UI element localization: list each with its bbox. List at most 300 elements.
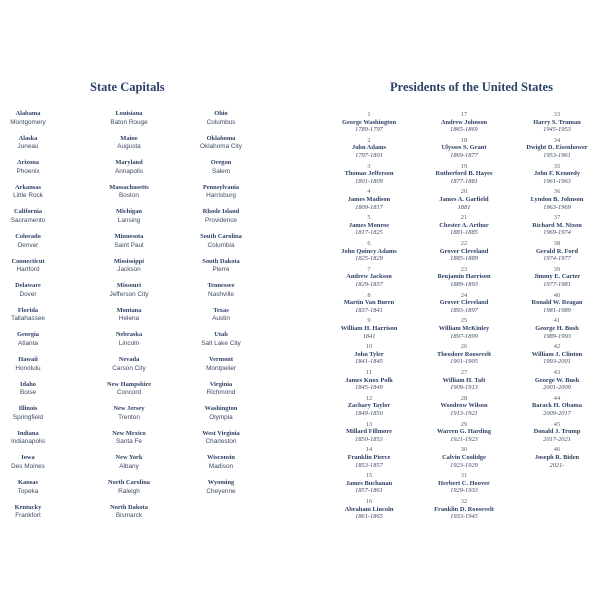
president-term-years: 1981-1989 bbox=[543, 306, 571, 314]
president-number: 22 bbox=[460, 240, 468, 247]
capital-name: Dover bbox=[19, 290, 37, 298]
capital-name: Springfield bbox=[12, 413, 44, 421]
state-name: Pennsylvania bbox=[202, 183, 240, 191]
president-term-years: 1797-1801 bbox=[355, 151, 383, 159]
president-entry bbox=[507, 214, 600, 237]
state-name: Louisiana bbox=[115, 110, 143, 117]
president-number: 23 bbox=[460, 265, 468, 273]
capital-name: Concord bbox=[116, 389, 142, 397]
capital-name: Juneau bbox=[17, 143, 39, 151]
state-capital-entry bbox=[178, 307, 264, 324]
state-capital-entry bbox=[0, 356, 71, 373]
president-term-years: 1857-1861 bbox=[355, 487, 383, 495]
president-name: Ronald W. Reagan bbox=[531, 299, 583, 307]
president-term-years: 1974-1977 bbox=[543, 255, 571, 263]
president-term-years: 1881 bbox=[457, 203, 471, 211]
president-number: 30 bbox=[460, 446, 468, 454]
president-term-years: 1889-1893 bbox=[450, 280, 478, 288]
president-term-years: 2017-2021 bbox=[543, 435, 571, 443]
state-capital-entry bbox=[86, 208, 172, 225]
president-number: 24 bbox=[460, 291, 468, 299]
state-name: Texas bbox=[213, 306, 229, 314]
president-term-years: 1849-1850 bbox=[355, 409, 383, 417]
president-number: 41 bbox=[553, 317, 561, 325]
president-number: 21 bbox=[460, 214, 468, 222]
president-entry bbox=[319, 421, 419, 444]
president-number: 7 bbox=[367, 265, 371, 273]
state-name: Alabama bbox=[15, 110, 41, 117]
state-capital-entry bbox=[0, 258, 71, 275]
president-name: Dwight D. Eisenhower bbox=[526, 144, 588, 152]
state-name: Wyoming bbox=[207, 479, 235, 486]
president-term-years: 1841-1845 bbox=[355, 358, 383, 366]
capital-name: Sacramento bbox=[10, 216, 46, 224]
state-capital-entry bbox=[0, 208, 71, 225]
capital-name: Denver bbox=[17, 241, 39, 249]
state-capital-entry bbox=[178, 208, 264, 225]
state-capital-entry bbox=[86, 135, 172, 152]
president-name: Calvin Coolidge bbox=[442, 453, 486, 461]
president-number: 36 bbox=[553, 188, 561, 196]
president-entry bbox=[507, 163, 600, 186]
president-term-years: 1809-1817 bbox=[355, 203, 383, 211]
capital-name: Topeka bbox=[17, 487, 39, 495]
president-entry bbox=[319, 188, 419, 211]
president-name: William McKinley bbox=[438, 324, 490, 332]
president-number: 2 bbox=[367, 136, 371, 144]
president-name: Martin Van Buren bbox=[343, 299, 395, 307]
state-capital-entry bbox=[86, 479, 172, 496]
president-entry bbox=[414, 240, 514, 263]
state-capital-entry bbox=[86, 282, 172, 299]
capital-name: Cheyenne bbox=[206, 487, 236, 495]
state-name: New Jersey bbox=[113, 405, 145, 413]
capital-name: Honolulu bbox=[15, 364, 41, 372]
president-number: 13 bbox=[365, 420, 373, 428]
president-entry bbox=[507, 111, 600, 134]
president-number: 14 bbox=[365, 446, 373, 454]
state-capital-entry bbox=[0, 233, 71, 250]
president-term-years: 1861-1865 bbox=[355, 513, 383, 521]
state-name: California bbox=[13, 208, 43, 216]
capital-name: Olympia bbox=[209, 413, 233, 421]
president-number: 44 bbox=[553, 394, 561, 402]
president-term-years: 1837-1841 bbox=[355, 306, 383, 314]
capital-name: Phoenix bbox=[16, 167, 40, 175]
president-entry bbox=[414, 111, 514, 134]
president-entry bbox=[319, 472, 419, 495]
state-name: Alaska bbox=[18, 134, 38, 142]
president-number: 26 bbox=[460, 343, 468, 351]
president-entry bbox=[507, 395, 600, 418]
president-term-years: 1817-1825 bbox=[355, 229, 383, 237]
state-name: Massachusetts bbox=[109, 183, 149, 191]
president-entry bbox=[319, 317, 419, 340]
president-entry bbox=[319, 369, 419, 392]
capital-name: Austin bbox=[212, 315, 230, 323]
president-entry bbox=[414, 266, 514, 289]
state-name: Iowa bbox=[21, 454, 35, 462]
state-capital-entry bbox=[178, 258, 264, 275]
state-capital-entry bbox=[86, 258, 172, 275]
capital-name: Santa Fe bbox=[116, 438, 142, 446]
state-name: Georgia bbox=[16, 331, 39, 339]
president-number: 34 bbox=[553, 136, 561, 144]
president-number: 33 bbox=[553, 111, 561, 118]
president-number: 28 bbox=[460, 394, 468, 402]
capital-name: Lincoln bbox=[118, 339, 140, 347]
president-term-years: 1909-1913 bbox=[450, 384, 478, 392]
state-name: Delaware bbox=[15, 282, 41, 290]
capital-name: Annapolis bbox=[114, 167, 144, 175]
capital-name: Boise bbox=[20, 389, 36, 397]
capital-name: Pierre bbox=[212, 266, 230, 274]
state-capital-entry bbox=[178, 405, 264, 422]
president-name: Grover Cleveland bbox=[439, 247, 489, 255]
president-number: 16 bbox=[365, 498, 373, 505]
president-term-years: 1853-1857 bbox=[355, 461, 383, 469]
president-name: Thomas Jefferson bbox=[344, 170, 394, 178]
president-term-years: 1969-1974 bbox=[543, 229, 571, 237]
capital-name: Des Moines bbox=[11, 462, 45, 470]
president-term-years: 2009-2017 bbox=[543, 409, 571, 417]
state-name: Florida bbox=[17, 306, 39, 314]
state-name: West Virginia bbox=[202, 429, 240, 437]
state-capital-entry bbox=[86, 381, 172, 398]
state-name: Utah bbox=[214, 331, 228, 339]
president-name: Barack H. Obama bbox=[532, 402, 582, 410]
president-term-years: 1913-1921 bbox=[450, 409, 478, 417]
president-term-years: 2001-2009 bbox=[543, 384, 571, 392]
president-entry bbox=[319, 163, 419, 186]
president-name: Woodrow Wilson bbox=[440, 402, 488, 410]
state-name: Idaho bbox=[20, 380, 36, 388]
state-name: Maryland bbox=[115, 159, 143, 167]
state-capital-entry bbox=[0, 135, 71, 152]
president-term-years: 1850-1853 bbox=[355, 435, 383, 443]
president-name: William H. Harrison bbox=[340, 324, 398, 332]
state-name: Washington bbox=[204, 405, 238, 413]
state-name: Oklahoma bbox=[206, 134, 236, 142]
president-term-years: 1923-1929 bbox=[450, 461, 478, 469]
state-name: Ohio bbox=[214, 110, 228, 117]
capital-name: Augusta bbox=[117, 143, 141, 151]
president-entry bbox=[319, 137, 419, 160]
president-name: Andrew Johnson bbox=[440, 118, 488, 126]
state-capital-entry bbox=[178, 233, 264, 250]
president-entry bbox=[319, 214, 419, 237]
state-capital-entry bbox=[0, 184, 71, 201]
state-name: Illinois bbox=[18, 405, 38, 413]
president-entry bbox=[319, 266, 419, 289]
president-name: William J. Clinton bbox=[531, 350, 583, 358]
capital-name: Harrisburg bbox=[206, 192, 236, 200]
president-entry bbox=[414, 214, 514, 237]
capital-name: Indianapolis bbox=[10, 438, 46, 446]
state-name: New York bbox=[115, 454, 143, 462]
president-entry bbox=[414, 395, 514, 418]
capital-name: Frankfort bbox=[15, 512, 41, 520]
president-term-years: 1963-1969 bbox=[543, 203, 571, 211]
president-entry bbox=[507, 343, 600, 366]
state-name: Mississippi bbox=[113, 257, 145, 265]
president-term-years: 1881-1885 bbox=[450, 229, 478, 237]
president-name: Theodore Roosevelt bbox=[436, 350, 492, 358]
president-number: 38 bbox=[553, 240, 561, 247]
president-term-years: 1841 bbox=[362, 332, 376, 340]
president-name: Rutherford B. Hayes bbox=[435, 170, 493, 178]
state-capital-entry bbox=[86, 233, 172, 250]
president-name: George H. Bush bbox=[535, 324, 579, 332]
state-name: Virginia bbox=[209, 380, 233, 388]
state-name: Nebraska bbox=[115, 331, 143, 339]
president-name: James Monroe bbox=[348, 221, 390, 229]
president-name: Benjamin Harrison bbox=[437, 273, 491, 281]
president-entry bbox=[507, 421, 600, 444]
president-number: 39 bbox=[553, 265, 561, 273]
state-name: Nevada bbox=[118, 356, 140, 363]
president-name: James A. Garfield bbox=[439, 195, 489, 203]
president-entry bbox=[414, 446, 514, 469]
president-name: William H. Taft bbox=[442, 376, 486, 384]
state-capital-entry bbox=[86, 159, 172, 176]
president-number: 31 bbox=[460, 472, 468, 480]
state-name: Montana bbox=[116, 306, 142, 314]
president-term-years: 1929-1933 bbox=[450, 487, 478, 495]
president-name: Millard Fillmore bbox=[346, 428, 392, 436]
capital-name: Hartford bbox=[16, 266, 40, 274]
state-capital-entry bbox=[0, 282, 71, 299]
president-name: Franklin Pierce bbox=[347, 453, 391, 461]
state-capital-entry bbox=[178, 479, 264, 496]
president-entry bbox=[319, 292, 419, 315]
president-name: Ulysses S. Grant bbox=[441, 144, 487, 152]
president-entry bbox=[319, 395, 419, 418]
president-number: 29 bbox=[460, 420, 468, 428]
president-name: George Washington bbox=[341, 118, 397, 126]
capital-name: Oklahoma City bbox=[200, 143, 242, 151]
president-number: 40 bbox=[553, 291, 561, 299]
capital-name: Lansing bbox=[117, 216, 141, 224]
president-entry bbox=[414, 163, 514, 186]
capital-name: Raleigh bbox=[118, 487, 140, 495]
capital-name: Providence bbox=[205, 216, 237, 224]
capital-name: Trenton bbox=[118, 413, 140, 421]
president-term-years: 1897-1899 bbox=[450, 332, 478, 340]
state-capital-entry bbox=[178, 331, 264, 348]
state-capital-entry bbox=[0, 381, 71, 398]
president-entry bbox=[319, 446, 419, 469]
president-name: Warren G. Harding bbox=[436, 428, 492, 436]
state-capital-entry bbox=[86, 356, 172, 373]
president-name: George W. Bush bbox=[534, 376, 580, 384]
state-capital-entry bbox=[86, 331, 172, 348]
state-name: North Carolina bbox=[108, 479, 150, 486]
president-number: 8 bbox=[367, 291, 371, 299]
state-name: South Carolina bbox=[200, 233, 242, 240]
state-name: Colorado bbox=[15, 233, 41, 240]
president-number: 10 bbox=[365, 343, 373, 351]
capital-name: Richmond bbox=[206, 389, 236, 397]
president-name: Lyndon B. Johnson bbox=[530, 195, 584, 203]
capital-name: Jackson bbox=[117, 266, 141, 274]
capital-name: Atlanta bbox=[18, 339, 38, 347]
president-term-years: 1885-1889 bbox=[450, 255, 478, 263]
president-number: 1 bbox=[367, 111, 371, 118]
capital-name: Baton Rouge bbox=[110, 118, 148, 126]
presidents-title: Presidents of the United States bbox=[390, 80, 553, 94]
president-entry bbox=[507, 292, 600, 315]
state-capital-entry bbox=[86, 110, 172, 127]
president-name: Jimmy E. Carter bbox=[533, 273, 581, 281]
capital-name: Salt Lake City bbox=[201, 339, 241, 347]
president-name: Andrew Jackson bbox=[346, 273, 392, 281]
state-capital-entry bbox=[86, 504, 172, 521]
president-entry bbox=[319, 111, 419, 134]
state-capital-entry bbox=[0, 479, 71, 496]
president-term-years: 1961-1963 bbox=[543, 177, 571, 185]
president-entry bbox=[507, 317, 600, 340]
president-entry bbox=[507, 137, 600, 160]
president-entry bbox=[319, 498, 419, 521]
capital-name: Columbus bbox=[206, 118, 236, 126]
president-term-years: 1893-1897 bbox=[450, 306, 478, 314]
state-name: South Dakota bbox=[202, 257, 240, 265]
state-capitals-title: State Capitals bbox=[90, 80, 165, 94]
president-entry bbox=[507, 446, 600, 469]
capital-name: Charleston bbox=[205, 438, 237, 446]
state-capital-entry bbox=[178, 184, 264, 201]
state-name: Michigan bbox=[116, 208, 142, 216]
president-term-years: 1953-1961 bbox=[543, 151, 571, 159]
president-number: 19 bbox=[460, 162, 468, 170]
state-name: Rhode Island bbox=[202, 208, 240, 216]
president-term-years: 2021- bbox=[549, 461, 565, 469]
president-name: Herbert C. Hoover bbox=[438, 479, 490, 487]
president-term-years: 1933-1945 bbox=[450, 513, 478, 521]
state-capital-entry bbox=[86, 454, 172, 471]
state-name: Kentucky bbox=[14, 503, 42, 511]
state-capital-entry bbox=[178, 135, 264, 152]
state-name: Connecticut bbox=[11, 257, 45, 265]
president-term-years: 1993-2001 bbox=[543, 358, 571, 366]
president-name: Grover Cleveland bbox=[439, 299, 489, 307]
president-term-years: 1989-1993 bbox=[543, 332, 571, 340]
president-number: 6 bbox=[367, 240, 371, 247]
president-entry bbox=[414, 498, 514, 521]
capital-name: Bismarck bbox=[115, 512, 143, 520]
capital-name: Madison bbox=[208, 462, 234, 470]
state-name: Maine bbox=[120, 134, 138, 142]
president-term-years: 1977-1981 bbox=[543, 280, 571, 288]
president-name: Abraham Lincoln bbox=[344, 505, 394, 513]
state-name: Tennessee bbox=[207, 282, 235, 290]
state-capital-entry bbox=[86, 405, 172, 422]
state-capital-entry bbox=[0, 454, 71, 471]
state-name: New Hampshire bbox=[106, 380, 152, 388]
president-term-years: 1801-1809 bbox=[355, 177, 383, 185]
state-capital-entry bbox=[178, 110, 264, 127]
state-capital-entry bbox=[178, 454, 264, 471]
state-name: Missouri bbox=[116, 282, 142, 290]
president-entry bbox=[414, 343, 514, 366]
president-number: 43 bbox=[553, 369, 561, 376]
capital-name: Tallahassee bbox=[11, 315, 45, 323]
president-term-years: 1829-1837 bbox=[355, 280, 383, 288]
state-name: Vermont bbox=[209, 356, 233, 363]
president-number: 37 bbox=[553, 214, 561, 222]
state-capital-entry bbox=[178, 381, 264, 398]
president-entry bbox=[414, 188, 514, 211]
president-number: 25 bbox=[460, 317, 468, 325]
capital-name: Jefferson City bbox=[109, 290, 149, 298]
president-number: 35 bbox=[553, 162, 561, 170]
state-name: Wisconsin bbox=[207, 454, 235, 462]
president-term-years: 1945-1953 bbox=[543, 126, 571, 134]
president-number: 45 bbox=[553, 420, 561, 428]
president-term-years: 1789-1797 bbox=[355, 126, 383, 134]
president-number: 9 bbox=[367, 317, 371, 325]
capital-name: Boston bbox=[119, 192, 139, 200]
state-capital-entry bbox=[0, 110, 71, 127]
state-name: Oregon bbox=[210, 159, 232, 167]
state-capital-entry bbox=[178, 159, 264, 176]
president-number: 42 bbox=[553, 343, 561, 351]
president-name: Harry S. Truman bbox=[533, 118, 581, 126]
president-name: John Quincy Adams bbox=[341, 247, 397, 255]
president-entry bbox=[414, 137, 514, 160]
state-name: Arkansas bbox=[15, 183, 41, 191]
president-entry bbox=[414, 292, 514, 315]
president-number: 46 bbox=[553, 446, 561, 454]
president-name: John Tyler bbox=[354, 350, 384, 358]
president-term-years: 1877-1881 bbox=[450, 177, 478, 185]
president-number: 17 bbox=[460, 111, 468, 118]
state-capital-entry bbox=[0, 504, 71, 521]
state-capital-entry bbox=[86, 184, 172, 201]
president-entry bbox=[319, 240, 419, 263]
capital-name: Carson City bbox=[112, 364, 146, 372]
president-entry bbox=[507, 369, 600, 392]
president-name: James Knox Polk bbox=[345, 376, 393, 384]
president-name: James Buchanan bbox=[345, 479, 393, 487]
state-capital-entry bbox=[178, 356, 264, 373]
state-capital-entry bbox=[86, 430, 172, 447]
president-name: Gerald R. Ford bbox=[535, 247, 579, 255]
president-term-years: 1845-1849 bbox=[355, 384, 383, 392]
capital-name: Columbia bbox=[207, 241, 235, 249]
president-entry bbox=[414, 317, 514, 340]
president-entry bbox=[414, 472, 514, 495]
president-name: Chester A. Arthur bbox=[439, 221, 489, 229]
president-entry bbox=[414, 421, 514, 444]
president-term-years: 1869-1877 bbox=[450, 151, 478, 159]
president-number: 32 bbox=[460, 498, 468, 505]
president-term-years: 1901-1905 bbox=[450, 358, 478, 366]
state-capital-entry bbox=[0, 331, 71, 348]
president-number: 11 bbox=[365, 369, 373, 376]
president-number: 27 bbox=[460, 369, 468, 376]
president-entry bbox=[507, 240, 600, 263]
state-capital-entry bbox=[0, 159, 71, 176]
president-name: John F. Kennedy bbox=[533, 170, 581, 178]
president-entry bbox=[414, 369, 514, 392]
president-number: 18 bbox=[460, 136, 468, 144]
state-name: North Dakota bbox=[110, 503, 148, 511]
state-capital-entry bbox=[0, 405, 71, 422]
president-number: 15 bbox=[365, 472, 373, 480]
state-name: New Mexico bbox=[112, 429, 146, 437]
